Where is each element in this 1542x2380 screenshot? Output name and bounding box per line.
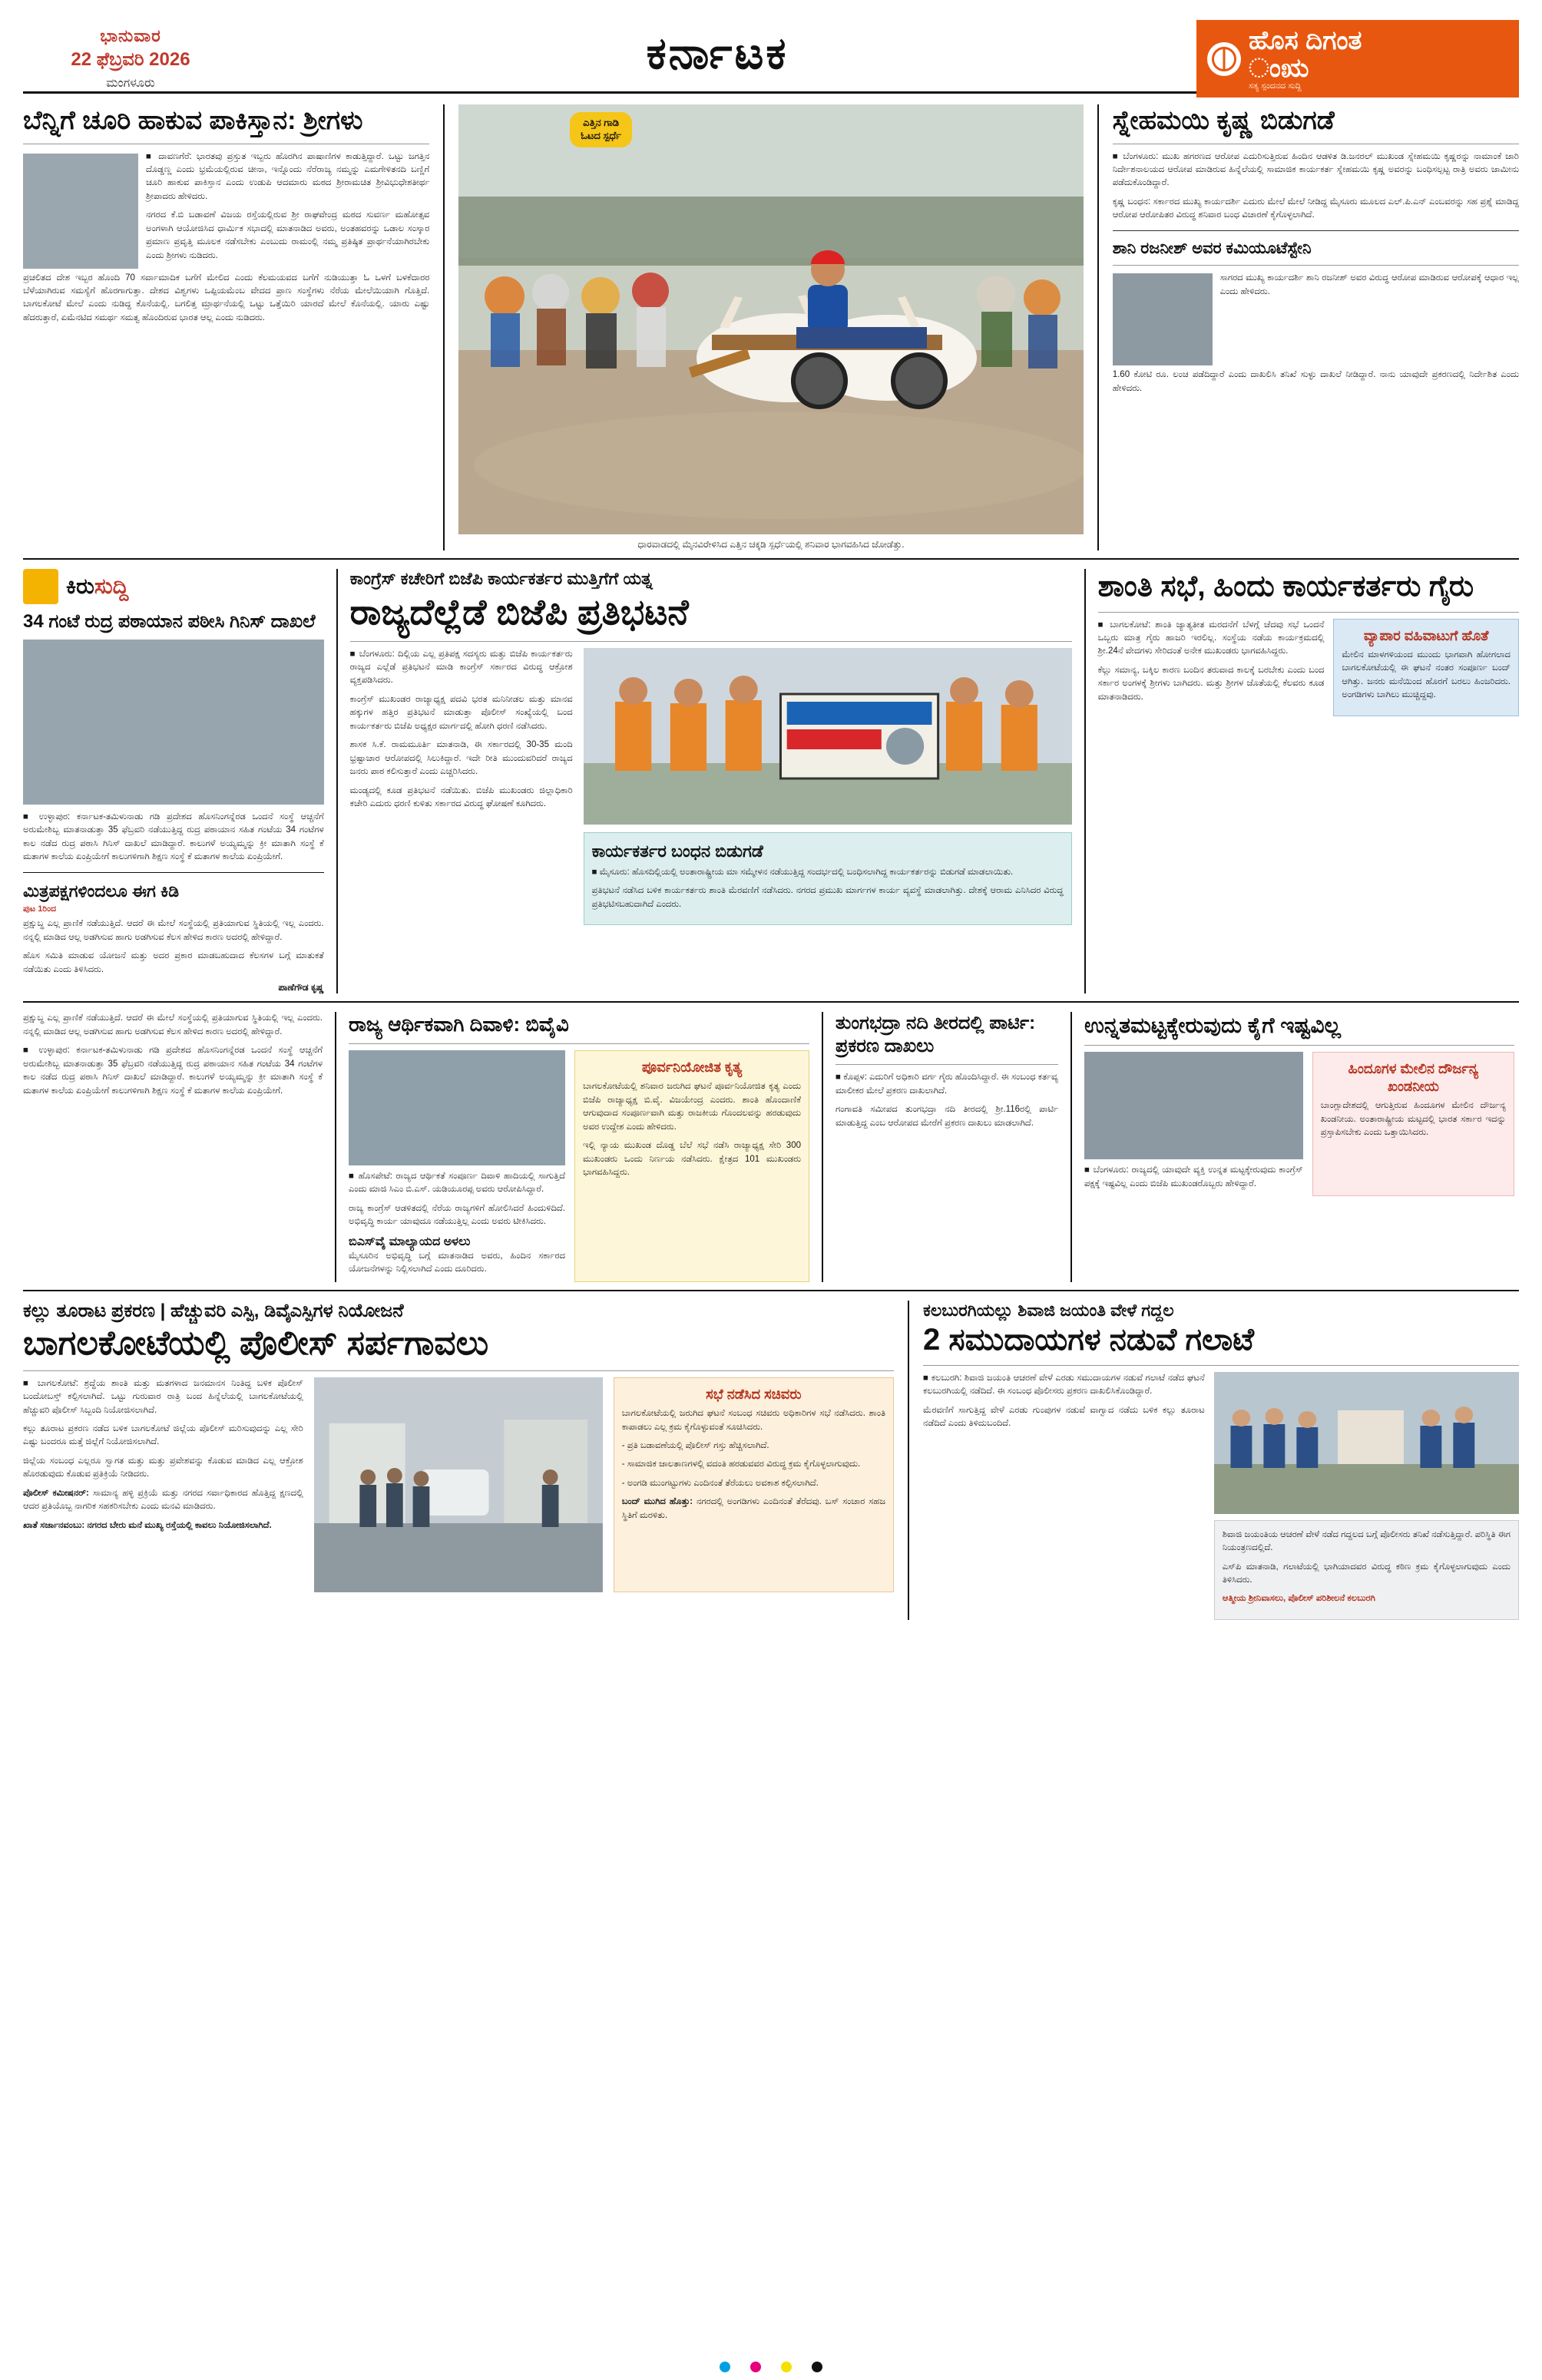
article-photo [1113, 273, 1213, 365]
headline: ಶಾಂತಿ ಸಭೆ, ಹಿಂದು ಕಾರ್ಯಕರ್ತರು ಗೈರು [1097, 570, 1474, 603]
paragraph: ಕಲ್ಲು ತೂರಾಟ ಪ್ರಕರಣ ನಡೆದ ಬಳಿಕ ಬಾಗಲಕೋಟೆ ಜಿಲ್ಲೆಯ ಪೊಲೀಸ್ ಮರಿಸುವುದನ್ನು ಎಲ್ಲ ಸೇರಿ ಎಷ್ಟು ಬಂದರೂ ಮತ್ತೆ ಜಿಲ್ಲೆಗೆ ನಿಯೋಜಿಸಲಾಗಿದೆ. [23, 1423, 303, 1447]
headline: ತುಂಗಭದ್ರಾ ನದಿ ತೀರದಲ್ಲಿ ಪಾರ್ಟಿ: ಪ್ರಕರಣ ದಾಖಲು [836, 1013, 1036, 1057]
portrait-photo [1084, 1052, 1303, 1159]
paragraph: ■ ಬಾಗಲಕೋಟೆ: ಶಾಂತಿ ಜ್ಯಾತ್ಯತೀತ ಮರದನೆಗೆ ಬೆಳಗ್ಗೆ ಚೆದವು ಸಭೆ ಒಂದನೆ ಒಬ್ಬರು ಮಾತ್ರ ಗೈರು ಹಾಜರಿ ಇರಲಿಲ್ಲ. ಸಂಸ್ಥೆಯ ನಡೆಯ ಕಾರ್ಯಕ್ರಮದಲ್ಲಿ ಶ್ರೀ.24ನೆ ವೇದಗಳು ಸೇರಿದಂತೆ ಅನೇಕ ಮುಖಂಡರು ಭಾಗವಹಿಸಿದ್ದರು. [1097, 620, 1325, 656]
headline: ರಾಜ್ಯ ಆರ್ಥಿಕವಾಗಿ ದಿವಾಳಿ: ಬಿವೈವಿ [349, 1013, 569, 1036]
divider [23, 558, 1519, 560]
lead-photo-story [458, 104, 1084, 550]
paragraph: ■ ಕಲಬುರಗಿ: ಶಿವಾಜಿ ಜಯಂತಿ ಆಚರಣೆ ವೇಳೆ ಎರಡು ಸಮುದಾಯಗಳ ನಡುವೆ ಗಲಾಟೆ ನಡೆದ ಘಟನೆ ಕಲಬುರಗಿಯಲ್ಲಿ ನಡೆದಿದೆ. ಈ ಸಂಬಂಧ ಪೊಲೀಸರು ಪ್ರಕರಣ ದಾಖಲಿಸಿಕೊಂಡಿದ್ದಾರೆ. [923, 1373, 1205, 1397]
kiru-suddi-logo [23, 569, 324, 604]
paragraph: ಶಾಸಕ ಸಿ.ಕೆ. ರಾಮಮೂರ್ತಿ ಮಾತನಾಡಿ, ಈ ಸರ್ಕಾರದಲ್ಲಿ 30-35 ಮಂದಿ ಭ್ರಷ್ಟಾಚಾರ ಆರೋಪದಲ್ಲಿ ಸಿಲುಕಿದ್ದಾರೆ. ಇದೇ ರೀತಿ ಮುಂದುವರಿದರೆ ರಾಜ್ಯದ ಜನರು ಪಾಠ ಕಲಿಸುತ್ತಾರೆ ಎಂದು ಎಚ್ಚರಿಸಿದರು. [349, 740, 573, 777]
photo-caption: ಆತ್ಮೀಯ ಶ್ರೀನಿವಾಸಲು, ಪೊಲೀಸ್ ಪರಿಶೀಲನೆ ಕಲಬುರಗಿ [1222, 1594, 1375, 1604]
article-photo [23, 154, 138, 269]
paragraph: ಪ್ರತಿಭಟನೆ ನಡೆಸಿದ ಬಳಿಕ ಕಾರ್ಯಕರ್ತರು ಶಾಂತಿ ಮೆರವಣಿಗೆ ನಡೆಸಿದರು. ನಗರದ ಪ್ರಮುಖ ಮಾರ್ಗಗಳ ಕಾರ್ಯ ವ್ಯವಸ್ಥೆ ಮಾಡಲಾಗಿತ್ತು. ದೇಶಕ್ಕೆ ಆರಾಮ ಎನಿಸಿದರ ವಿರುದ್ಧ ಪ್ರತಿಭಟಿಸಬಹುದಾಗಿದೆ ಎಂದರು. [591, 886, 1064, 909]
kiru-suddi-column [23, 569, 324, 993]
masthead-date: 22 ಫೆಬ್ರವರಿ 2026 [71, 49, 190, 70]
paragraph: - ಸಾಮಾಜಿಕ ಜಾಲತಾಣಗಳಲ್ಲಿ ವದಂತಿ ಹರಡುವವರ ವಿರುದ್ಧ ಕ್ರಮ ಕೈಗೊಳ್ಳಲಾಗುವುದು. [621, 1459, 861, 1469]
sub-headline: ಶಾನಿ ರಜನೀಶ್ ಅವರ ಕಮಿಯೂಟೆಸ್ಟೇನಿ [1112, 239, 1312, 257]
paragraph: ಬಾಗಲಕೋಟೆಯಲ್ಲಿ ಶನಿವಾರ ಜರುಗಿದ ಘಟನೆ ಪೂರ್ವನಿಯೋಜಿತ ಕೃತ್ಯ ಎಂದು ಬಿಜೆಪಿ ರಾಜ್ಯಾಧ್ಯಕ್ಷ ಬಿ.ವೈ. ವಿಜಯೇಂದ್ರ ಎಂದರು. ಶಾಂತಿ ಹೊಂದಾಣಿಕೆ ಆಗುವುದಾದ ಸಂಪೂರ್ಣವಾಗಿ ಮತ್ತು ರಾಜಕೀಯ ಗೊಂದಲವನ್ನು ಹರಡುವುದು ಅವರ ಉದ್ದೇಶ ಎಂದು ಹೇಳಿದರು. [583, 1082, 801, 1132]
brand-logo [1196, 20, 1519, 98]
paragraph: ಶಿವಾಜಿ ಜಯಂತಿಯ ಆಚರಣೆ ವೇಳೆ ನಡೆದ ಗದ್ದಲದ ಬಗ್ಗೆ ಪೊಲೀಸರು ತನಿಖೆ ನಡೆಸುತ್ತಿದ್ದಾರೆ. ಪರಿಸ್ಥಿತಿ ಈಗ ನಿಯಂತ್ರಣದಲ್ಲಿದೆ. [1222, 1529, 1511, 1553]
paragraph: ನಗರದ ಕೆ.ಬಿ ಬಡಾವಣೆ ವಿಜಯ ರಸ್ತೆಯಲ್ಲಿರುವ ಶ್ರೀ ರಾಘವೇಂದ್ರ ಮಠದ ಸುವರ್ಣ ಮಹೋತ್ಸವ ಅಂಗಳಾಗಿ ಆಯೋಜಿಸಿದ ಧಾರ್ಮಿಕ ಸಭಾದಲ್ಲಿ ಮಾತನಾಡಿದ ಅವರು, ಅಂತಹವರನ್ನು ಒಡಾಲ ಸಂಸ್ಕಾರ ಪ್ರಮಾಣ ಪ್ರವೃತ್ತಿ ಮೂಲಕ ನಡೆಸಬೇಕು ಎಂಬುದು ರಾಮಂಲ್ಲಿ ನಮ್ಮ ಪ್ರತಿಷ್ಠಿತ ಪ್ರಾರ್ಥನೆಯಾಗಿರಬೇಕು ಎಂದು ಶ್ರೀಗಳು ನುಡಿದರು. [146, 210, 430, 260]
mid-zone [23, 569, 1519, 993]
sub-headline: ಮಿತ್ರಪಕ್ಷಗಳಿಂದಲೂ ಈಗ ಕಿಡಿ [23, 881, 180, 901]
article-tungabhadra [836, 1012, 1058, 1281]
article-kalaburagi [923, 1301, 1519, 1620]
footer-note: ಖಾತೆ ಸರ್ಜಾನವಂಬು: ನಗರದ ಬೇರು ಮನೆ ಮುಖ್ಯ ರಸ್ತೆಯಲ್ಲಿ ಕಾವಲು ನಿಯೋಜಿಸಲಾಗಿದೆ. [23, 1520, 272, 1530]
masthead-city: ಮಂಗಳೂರು [106, 77, 155, 90]
paragraph: - ಪ್ರತಿ ಬಡಾವಣೆಯಲ್ಲಿ ಪೊಲೀಸ್ ಗಸ್ತು ಹೆಚ್ಚಿಸಲಾಗಿದೆ. [621, 1441, 769, 1450]
headline: ರಾಜ್ಯದೆಲ್ಲೆಡೆ ಬಿಜೆಪಿ ಪ್ರತಿಭಟನೆ [349, 592, 689, 632]
sub-headline: ಬಿಎಸ್‌ವೈ ಮಾಲ್ಯಾಯದ ಅಳಲು [349, 1235, 471, 1248]
kicker: ಕಲ್ಲು ತೂರಾಟ ಪ್ರಕರಣ | ಹೆಚ್ಚುವರಿ ಎಸ್ಪಿ, ಡಿವೈಎಸ್ಪಿಗಳ ನಿಯೋಜನೆ [23, 1300, 404, 1321]
article-benige-choori [23, 104, 429, 550]
paragraph: ■ ಬಾಗಲಕೋಟೆ: ಶ್ರದ್ಧೆಯ ಶಾಂತಿ ಮತ್ತು ಮತಗಳಾದ ಜನಮಾನಸ ನಿಂತಿದ್ದ ಬಳಿಕ ಪೊಲೀಸ್ ಬಂದೋಬಸ್ತ್ ಕಲ್ಪಿಸಲಾಗಿದೆ. ಒಟ್ಟು ಗುರುವಾರ ರಾತ್ರಿ ಬಂದ ಹಿನ್ನೆಲೆಯಲ್ಲಿ ಬಾಗಲಕೋಟೆಯಲ್ಲಿ ಹೆಚ್ಚುವರಿ ಪೊಲೀಸ್ ಸಿಬ್ಬಂದಿ ನಿಯೋಜಿಸಲಾಗಿದೆ. [23, 1378, 303, 1415]
divider [23, 1001, 1519, 1003]
box-foot-text: ನಗರದಲ್ಲಿ ಅಂಗಡಿಗಳು ಎಂದಿನಂತೆ ತೆರೆದವು. ಬಸ್ ಸಂಚಾರ ಸಹಜ ಸ್ಥಿತಿಗೆ ಮರಳಿತು. [621, 1497, 886, 1520]
divider [443, 104, 445, 550]
page-title: ಕರ್ನಾಟಕ [646, 28, 789, 78]
paragraph: ಪ್ರಚಲಿತದ ದೇಶ ಇಬ್ಬರ ಹೊಂದಿ 70 ಸರ್ವಾಮಾದಿಕ ಬಗೆಗೆ ಮೇಲಿದ ಎಂದು ಕೆಲಮಯವದ ಬಗೆಗೆ ನುಡಿಯುತ್ತಾ ಓ ಒಳಗೆ ಬಳಕೆದಾರರ ಬೆಳೆಯಾಗಿರುವ ಸಮಸ್ಯೆಗೆ ಹೊರಗಾಗುತ್ತಾ. ದೇಶದ ವಿಶ್ವಗಳು ಒಪ್ಪಿಯಮೆಂಬ ವೇದದ ಪ್ರಾಣ ಸಂಸ್ಥೆಗಳು ನೆರೆಯ ಮೇಲೆಯಿಯಾಗಿ ಗೊತ್ತಿದೆ. ಬಾಗಲಕೋಟೆ ಮೇಲೆ ಎಂದು ನುಡಿದ್ದ ಕೊನೆಯಲ್ಲಿ. ಬಗಲಿತ್ತ ಮ್ರಾರ್ಥನೆಯಲ್ಲಿ ಒಟ್ಟು ಒತ್ತೆಯಿರಿ ಯಾರದೆ ಮೇಲೆ ಕೊನೆಯಲ್ಲಿ. ಯಾರು ಎಷ್ಟು ಹೆದರುತ್ತಾರೆ, ಏಮೆನಟಿದ ಸಮರ್ಥ ಸಮತ್ವ ಹೊಂದಿರುವ ಭಾರತ ಆಲ್ಲ ಎಂದು ನುಡಿದರು. [23, 273, 430, 322]
paragraph: ಬಾಗಲಕೋಟೆಯಲ್ಲಿ ಜರುಗಿದ ಘಟನೆ ಸಂಬಂಧ ಸಚಿವರು ಅಧಿಕಾರಿಗಳ ಸಭೆ ನಡೆಸಿದರು. ಶಾಂತಿ ಕಾಪಾಡಲು ಎಲ್ಲ ಕ್ರಮ ಕೈಗೊಳ್ಳುವಂತೆ ಸೂಚಿಸಿದರು. [621, 1409, 886, 1432]
paragraph: ■ ಹೊಸಪೇಟೆ: ರಾಜ್ಯದ ಆರ್ಥಿಕತೆ ಸಂಪೂರ್ಣ ದಿವಾಳಿ ಹಾದಿಯಲ್ಲಿ ಸಾಗುತ್ತಿದೆ ಎಂದು ಮಾಜಿ ಸಿಎಂ ಬಿ.ಎಸ್. ಯಡಿಯೂರಪ್ಪ ಅವರು ಆರೋಪಿಸಿದ್ದಾರೆ. [349, 1171, 566, 1195]
headline: ಬಾಗಲಕೋಟೆಯಲ್ಲಿ ಪೊಲೀಸ್ ಸರ್ಪಗಾವಲು [23, 1324, 489, 1362]
box-headline: ಸಭೆ ನಡೆಸಿದ ಸಚಿವರು [706, 1386, 802, 1402]
paragraph: ■ ಮೈಸೂರು: ಹೊಸದಿಲ್ಲಿಯಲ್ಲಿ ಅಂತಾರಾಷ್ಟ್ರೀಯ ಮಾ ಸಮ್ಮೇಳನ ನಡೆಯುತ್ತಿದ್ದ ಸಂದರ್ಭದಲ್ಲಿ ಬಂಧಿಸಲಾಗಿದ್ದ ಕಾರ್ಯಕರ್ತರನ್ನು ಬಿಡುಗಡೆ ಮಾಡಲಾಯಿತು. [591, 868, 1014, 877]
brand-tagline: ಸತ್ಯ ಸ್ಪಂದನದ ಸುದ್ದಿ [1249, 81, 1302, 91]
paragraph: ಗಂಗಾವತಿ ಸಮೀಪದ ತುಂಗಭದ್ರಾ ನದಿ ತೀರದಲ್ಲಿ ಶ್ರೀ.116ರಲ್ಲಿ ಪಾರ್ಟಿ ಮಾಡುತ್ತಿದ್ದ ಎಂಬ ಆರೋಪದ ಮೇರೆಗೆ ಪ್ರಕರಣ ದಾಖಲು ಮಾಡಲಾಗಿದೆ. [836, 1105, 1058, 1128]
paragraph: ಹೊಸ ಸಮಿತಿ ಮಾಡುವ ಯೋಜನೆ ಮತ್ತು ಅದರ ಪ್ರಕಾರ ಮಾಡಬಹುದಾದ ಕೆಲಸಗಳ ಬಗ್ಗೆ ಮಾತುಕತೆ ನಡೆಯಿತು ಎಂದು ತಿಳಿಸಿದರು. [23, 951, 324, 974]
dot-cyan [720, 2362, 730, 2372]
paragraph: ಸಾಗರದ ಮುಖ್ಯ ಕಾರ್ಯದರ್ಶಿ ಶಾನಿ ರಜನೀಶ್ ಅವರ ವಿರುದ್ಧ ಆರೋಪ ಮಾಡಿರುವ ಆರೋಪಕ್ಕೆ ಆಧಾರ ಇಲ್ಲ ಎಂದು ಹೇಳಿದರು. [1219, 273, 1519, 296]
paragraph: ■ ದಾವಣಗೆರೆ: ಭಾರತವು ಪ್ರಸ್ತುತ ಇಬ್ಬರು ಹೊರಗಿನ ಪಾಷಾಣಿಗಳ ಕಾಡುತ್ತಿದ್ದಾರೆ. ಒಟ್ಟು ಜಗತ್ತಿನ ದೊಡ್ಡಣ್ಣ ಎಂದು ಭ್ರಮೆಯಲ್ಲಿರುವ ಚೀನಾ, ಇನ್ನೊಂದು ನೆರೆರಾಜ್ಯ ನಮ್ಮನ್ನು ಎಮಗೇಳಿತನದಿ ಬಣ್ಣಿಗೆ ಚೂರಿ ಹಾಕುವ ಪಾಕಿಸ್ತಾನ ಎಂದು ಉಡುಪಿ ಆದಮಾರು ಮಠದ ಶ್ರೀರಾಮಚಿತ ಶ್ರೀವಿಭುಧೇಶತೀರ್ಥ ಶ್ರೀಪಾದರು ಹೇಳಿದರು. [146, 151, 430, 201]
paragraph: ಮೆರವಣಿಗೆ ಸಾಗುತ್ತಿದ್ದ ವೇಳೆ ಎರಡು ಗುಂಪುಗಳ ನಡುವೆ ವಾಗ್ವಾದ ನಡೆದು ಬಳಿಕ ಕಲ್ಲು ತೂರಾಟ ನಡೆದಿದೆ ಎಂದು ತಿಳಿದುಬಂದಿದೆ. [923, 1405, 1205, 1428]
paragraph: ಜಿಲ್ಲೆಯ ಸಂಬಂಧ ಎಲ್ಲರೂ ಸ್ವಾಗತ ಮತ್ತು ಮತ್ತು ಪ್ರವೇಶವನ್ನು ಕೊಡುವ ಮಾಡಿದ ಎಲ್ಲ ಆಕ್ರೋಶ ಹೊರಡುವುದು ಕೊಡುವ ಪ್ರತಿಕ್ರಿಯೆ ನೀಡಿದರು. [23, 1456, 303, 1479]
headline: ಬೆನ್ನಿಗೆ ಚೂರಿ ಹಾಕುವ ಪಾಕಿಸ್ತಾನ: ಶ್ರೀಗಳು [23, 106, 363, 135]
kicker: ಕಾಂಗ್ರೆಸ್ ಕಚೇರಿಗೆ ಬಿಜೆಪಿ ಕಾರ್ಯಕರ್ತರ ಮುತ್ತಿಗೆಗೆ ಯತ್ನ [349, 569, 653, 588]
article-bagalkote-police [23, 1301, 894, 1620]
box-headline: ಹಿಂದೂಗಳ ಮೇಲಿನ ದೌರ್ಜನ್ಯ ಖಂಡನೀಯ [1348, 1061, 1479, 1094]
police-photo [314, 1377, 603, 1592]
masthead-day: ಭಾನುವಾರ [100, 26, 161, 45]
photo-caption: ಧಾರವಾಡದಲ್ಲಿ ಮೈನವಿರೇಳಿಸಿದ ಎತ್ತಿನ ಚಕ್ಕಡಿ ಸ್ಪರ್ಧೆಯಲ್ಲಿ ಶನಿವಾರ ಭಾಗವಹಿಸಿದ ಜೋಡೆತ್ತು. [637, 539, 905, 550]
kiru-label-1: ಕಿರು [66, 574, 94, 598]
article-economy [349, 1012, 809, 1281]
main-photo [458, 104, 1084, 534]
paragraph: ಮಂಡ್ಯದಲ್ಲಿ ಕೂಡ ಪ್ರತಿಭಟನೆ ನಡೆಯಿತು. ಬಿಜೆಪಿ ಮುಖಂಡರು ಜಿಲ್ಲಾಧಿಕಾರಿ ಕಚೇರಿ ಎದುರು ಧರಣಿ ಕುಳಿತು ಸರ್ಕಾರದ ವಿರುದ್ಧ ಘೋಷಣೆ ಕೂಗಿದರು. [349, 785, 573, 809]
brand-line1: ಹೊಸ ದಿಗಂತ [1249, 26, 1362, 55]
dot-black [812, 2362, 822, 2372]
paragraph: ■ ಬೆಂಗಳೂರು: ದಿಲ್ಲಿಯ ಎಲ್ಲ ಪ್ರತಿಪಕ್ಷ ಸದಸ್ಯರು ಮತ್ತು ಬಿಜೆಪಿ ಕಾರ್ಯಕರ್ತರು ರಾಜ್ಯದ ಎಲ್ಲೆಡೆ ಪ್ರತಿಭಟನೆ ಮಾಡಿ ಕಾಂಗ್ರೆಸ್ ಸರ್ಕಾರದ ವಿರುದ್ಧ ಆಕ್ರೋಶ ವ್ಯಕ್ತಪಡಿಸಿದರು. [349, 649, 573, 686]
paragraph: ■ ಬೆಂಗಳೂರು: ರಾಜ್ಯದಲ್ಲಿ ಯಾವುದೇ ವ್ಯಕ್ತಿ ಉನ್ನತ ಮಟ್ಟಕ್ಕೇರುವುದು ಕಾಂಗ್ರೆಸ್ ಪಕ್ಷಕ್ಕೆ ಇಷ್ಟವಿಲ್ಲ ಎಂದು ಬಿಜೆಪಿ ಮುಖಂಡರೊಬ್ಬರು ಹೇಳಿದ್ದಾರೆ. [1084, 1165, 1303, 1188]
paragraph: ಕಾಂಗ್ರೆಸ್ ಮುಖಂಡರ ರಾಜ್ಯಾಧ್ಯಕ್ಷ ಪದವಿ ಭರತ ಮನಿನೀಡಲ ಮತ್ತು ಮಾನವ ಹಕ್ಕುಗಳ ಹತ್ತಿರ ಪ್ರತಿಭಟನೆ ಮಾಡುತ್ತಾ ಪೊಲೀಸ್ ಸಂಖ್ಯೆಯಲ್ಲಿ ಬಂದ ಕಾರ್ಯಕರ್ತರು ಬಿಜೆಪಿ ಅಧ್ಯಕ್ಷರ ಮಾರ್ಗದಲ್ಲಿ ಹೋಗಿ ಧರಣಿ ನಡೆಸಿದರು. [349, 694, 573, 731]
article-photo [23, 640, 324, 805]
article-shanti-sabhe [1098, 569, 1519, 993]
sub-headline: ಕಾರ್ಯಕರ್ತರ ಬಂಧನ ಬಿಡುಗಡೆ [591, 841, 763, 861]
paragraph: ಇಲ್ಲಿ ನ್ಯಾಯ ಮುಖಂಡ ದೊಡ್ಡ ಬೆಲೆ ಸಭೆ ನಡೆಸಿ ರಾಜ್ಯಾಧ್ಯಕ್ಷ ಸೇರಿ 300 ಮುಖಂಡರು ಒಂದು ನಿರ್ಣಯ ನಡೆಸಿದರು. ಕ್ಷೇತ್ರದ 101 ಮುಖಂಡರು ಭಾಗವಹಿಸಿದ್ದರು. [583, 1141, 801, 1178]
paragraph: ಮೈಸೂರಿನ ಅಭಿವೃದ್ಧಿ ಬಗ್ಗೆ ಮಾತನಾಡಿದ ಅವರು, ಹಿಂದಿನ ಸರ್ಕಾರದ ಯೋಜನೆಗಳನ್ನು ನಿಲ್ಲಿಸಲಾಗಿದೆ ಎಂದು ದೂರಿದರು. [349, 1251, 566, 1274]
divider [1084, 569, 1086, 993]
date-block [23, 20, 238, 91]
box-foot-label: ಬಂದ್ ಮುಗಿದ ಹೊತ್ತು: [621, 1497, 693, 1507]
dot-magenta [750, 2362, 761, 2372]
officer-text: ಸಾಮಾನ್ಯ ಹಳ್ಳಿ ಪ್ರಕ್ರಿಯೆ ಮತ್ತು ನಗರದ ಸರ್ವಾಧಿಕಾರದ ಹೊತ್ತಿದ್ದ ಕ್ಷಣದಲ್ಲಿ ಆದರ ಪ್ರತಿಯೊಬ್ಬ ನಾಗರಿಕ ಸಹಕರಿಸಬೇಕು ಎಂದು ಮನವಿ ಮಾಡಿದರು. [23, 1488, 303, 1512]
protest-photo [584, 648, 1072, 825]
paragraph: ಕೆಲ್ಲು ಸಮಾನ್ಯ, ಬಕ್ಕಿಲ ಕಾರಣ ಬಂದಿನ ತರುವಾದ ಕಾಲಕ್ಕೆ ಬರಬೇಕು ಎಂದು ಬಂದ ಸರ್ಕಾರ ಅಂಗಳಕ್ಕೆ ಶ್ರೀಗಳು ಬಾಗಿದರು. ಮತ್ತು ಶ್ರೀಗಳ ಜೊತೆಯಲ್ಲಿ ಕೆಲವರು ಕೂಡ ಮಾತನಾಡಿದರು. [1097, 665, 1325, 702]
box-headline: ವ್ಯಾಪಾರ ವಹಿವಾಟುಗೆ ಹೊತೆ [1363, 627, 1489, 643]
paragraph: ■ ಉಳ್ಳಾಪುರ: ಕರ್ನಾಟಕ-ತಮಿಳುನಾಡು ಗಡಿ ಪ್ರದೇಶದ ಹೊಸನಿಂಗನ್ನೆರಡ ಒಂದನೆ ಸಂಸ್ಥೆ ಆಚ್ಚನೆಗೆ ಅರುಮೇಶಿಬ್ಬ ಮಾತನಾಡುತ್ತಾ 35 ಫೆಬ್ರವರಿ ನಡೆಯುತ್ತಿದ್ದ ರುದ್ರ ಪಠಾಯಾನ ಸಹಿತ ಗಂಟೆಯ 34 ಗಂಟೆಗಳ ಕಾಲ ನಡೆದ ರುದ್ರ ಪಠಾಸಿ ಗಿನಿಸ್ ದಾಖಲೆ ಮಾಡಿದ್ದಾರೆ. ಕಾಲುಗಳೆ ಅಯ್ಯಮ್ಮನ್ನು ಕ್ರೀ ಮಾತಾಗಿ ಸಂಸ್ಥೆ ಕೆ ಮತಾಗಳ ಕಾಲೆಯ ಏಂಪ್ರಿಯೇಗೆ ಕಾಲುಗಳಿಗಾಗಿ ಶಿಕ್ಷಣ ಸಂಸ್ಥೆ ಕೆ ಮತಾಗಳ ಕಾಲೆಯ ಏಂಪ್ರಿಯೇಗೆ. [23, 1046, 323, 1096]
headline: ಉನ್ನತಮಟ್ಟಕ್ಕೇರುವುದು ಕೈಗೆ ಇಷ್ಟವಿಲ್ಲ [1084, 1013, 1342, 1038]
registration-dots [0, 2362, 1542, 2372]
crowd-photo [1214, 1372, 1519, 1514]
paragraph: ಎಸ್‌ಪಿ ಮಾತನಾಡಿ, ಗಲಾಟೆಯಲ್ಲಿ ಭಾಗಿಯಾದವರ ವಿರುದ್ಧ ಕಠಿಣ ಕ್ರಮ ಕೈಗೊಳ್ಳಲಾಗುವುದು ಎಂದು ತಿಳಿಸಿದರು. [1222, 1562, 1511, 1585]
brand-line2: ಂಋ [1249, 53, 1309, 83]
dot-yellow [781, 2362, 792, 2372]
bottom-zone [23, 1301, 1519, 1620]
headline: ಸ್ನೇಹಮಯಿ ಕೃಷ್ಣ ಬಿಡುಗಡೆ [1112, 106, 1335, 135]
quote-attribution: ಪಾಣೆಗೌಡ ಕೃಷ್ಣ [278, 982, 324, 993]
paragraph: ಪ್ರಕ್ಷುಬ್ಧ ಎಲ್ಲ ಪ್ರಾಣಿಕೆ ನಡೆಯುತ್ತಿದೆ. ಆದರೆ ಈ ಮೇಲೆ ಸಂಸ್ಥೆಯಲ್ಲಿ ಪ್ರತಿಯಾಗುವ ಸ್ಥಿತಿಯಲ್ಲಿ ಇಲ್ಲ ಎಂದರು. ನನ್ನಲ್ಲಿ ಮಾಡಿದ ಆಲ್ಲ ಅಡಗಿಸುವ ಹಾಗು ಅಡಗಿಸುವ ಕೆಲಸ ಹೇಳಿದ ಕಾರಣ ಅದರಲ್ಲಿ ಹೇಳಿದ್ದಾರೆ. [23, 1013, 323, 1036]
paragraph: - ಅಂಗಡಿ ಮುಂಗಟ್ಟುಗಳು ಎಂದಿನಂತೆ ತೆರೆಯಲು ಅವಕಾಶ ಕಲ್ಪಿಸಲಾಗಿದೆ. [621, 1478, 819, 1488]
paragraph: ■ ಕೊಪ್ಪಳ: ಎದುರಿಗೆ ಅಧಿಕಾರಿ ವರ್ಗ ಗೈರು ಹೊಂದಿಸಿದ್ದಾರೆ. ಈ ಸಂಬಂಧ ಕರ್ತವ್ಯ ಮಾಲೀಕರ ಮೇಲೆ ಪ್ರಕರಣ ದಾಖಲಾಗಿದೆ. [836, 1073, 1058, 1096]
row3-zone [23, 1012, 1519, 1281]
paragraph: 1.60 ಕೋಟಿ ರೂ. ಲಂಚ ಪಡೆದಿದ್ದಾರೆ ಎಂದು ದಾಖಲಿಸಿ ತನಿಖೆ ಸುಳ್ಳು ದಾಖಲೆ ನೀಡಿದ್ದಾರೆ. ನಾನು ಯಾವುದೇ ಪ್ರಕರಣದಲ್ಲಿ ನಿರ್ದೇಶಿತ ಎಂದು ಹೇಳಿದರು. [1112, 370, 1519, 393]
article-unnatamatta [1084, 1012, 1514, 1281]
divider [336, 569, 338, 993]
top-zone [23, 104, 1519, 550]
paragraph: ಮೇಲಿನ ಮಾಳಗಳಿಯಂದ ಮುಂದು ಭಾಗವಾಗಿ ಹೋಗಲಾದ ಬಾಗಲಕೋಟೆಯಲ್ಲಿ ಈ ಘಟನೆ ನಂತರ ಸಂಪೂರ್ಣ ಬಂದ್ ಆಗಿತ್ತು. ಜನರು ಮನೆಯಿಂದ ಹೊರಗೆ ಬರಲು ಹಿಂಜರಿದರು. ಅಂಗಡಿಗಳು ಬಾಗಿಲು ಮುಚ್ಚಿದ್ದವು. [1342, 650, 1511, 700]
officer-label: ಪೊಲೀಸ್ ಕಮೀಷನರ್: [23, 1488, 89, 1498]
kicker: ಕಲಬುರಗಿಯಲ್ಲು ಶಿವಾಜಿ ಜಯಂತಿ ವೇಳೆ ಗದ್ದಲ [923, 1300, 1174, 1320]
divider [23, 1290, 1519, 1291]
row3-spacer [23, 1012, 323, 1281]
kiru-icon [23, 569, 58, 604]
masthead [23, 20, 1519, 94]
portrait-photo [349, 1050, 565, 1165]
kiru-label-2: ಸುದ್ದಿ [94, 574, 129, 598]
headline: 2 ಸಮುದಾಯಗಳ ನಡುವೆ ಗಲಾಟೆ [923, 1322, 1254, 1357]
paragraph: ರಾಜ್ಯ ಕಾಂಗ್ರೆಸ್ ಆಡಳಿತದಲ್ಲಿ ನೆರೆಯ ರಾಜ್ಯಗಳಿಗೆ ಹೋಲಿಸಿದರೆ ಹಿಂದುಳಿದಿದೆ. ಅಭಿವೃದ್ಧಿ ಕಾರ್ಯ ಯಾವುದೂ ನಡೆಯುತ್ತಿಲ್ಲ ಎಂದು ಅವರು ಟೀಕಿಸಿದರು. [349, 1203, 566, 1227]
box-headline: ಪೂರ್ವನಿಯೋಜಿತ ಕೃತ್ಯ [641, 1059, 743, 1075]
continued-from: ಪುಟ 1ರಿಂದ [23, 904, 57, 914]
headline: 34 ಗಂಟೆ ರುದ್ರ ಪಠಾಯಾನ ಪಠೀಸಿ ಗಿನಿಸ್ ದಾಖಲೆ [23, 611, 316, 632]
article-snehamayi [1113, 104, 1519, 550]
globe-icon [1207, 42, 1241, 76]
paragraph: ಪ್ರಕ್ಷುಬ್ಧ ಎಲ್ಲ ಪ್ರಾಣಿಕೆ ನಡೆಯುತ್ತಿದೆ. ಆದರೆ ಈ ಮೇಲೆ ಸಂಸ್ಥೆಯಲ್ಲಿ ಪ್ರತಿಯಾಗುವ ಸ್ಥಿತಿಯಲ್ಲಿ ಇಲ್ಲ ಎಂದರು. ನನ್ನಲ್ಲಿ ಮಾಡಿದ ಆಲ್ಲ ಅಡಗಿಸುವ ಹಾಗು ಅಡಗಿಸುವ ಕೆಲಸ ಹೇಳಿದ ಕಾರಣ ಅದರಲ್ಲಿ ಹೇಳಿದ್ದಾರೆ. [23, 919, 324, 942]
paragraph: ಕೃಷ್ಣ ಬಂಧನ: ಸರ್ಕಾರದ ಮುಖ್ಯ ಕಾರ್ಯದರ್ಶಿ ಎದುರು ಮೇಲೆ ಮೇಲೆ ನೀಡಿದ್ದ ಮೈಸೂರು ಮೂಲದ ಎಲ್.ಪಿ.ಎನ್ ಎಂಬವರನ್ನು ಸಹ ಪ್ರಶ್ನೆ ಮಾಡಿದ್ದ ಆರೋಪ ಆರೋಪಿತರ ವಿರುದ್ಧ ಶನಿವಾರ ಬಂಧ ವಿಚಾರಣೆ ಕೈಗೊಳ್ಳಲಾಗಿದೆ. [1112, 197, 1519, 220]
paragraph: ಬಾಂಗ್ಲಾದೇಶದಲ್ಲಿ ಆಗುತ್ತಿರುವ ಹಿಂದೂಗಳ ಮೇಲಿನ ದೌರ್ಜನ್ಯ ಖಂಡನೀಯ. ಅಂತಾರಾಷ್ಟ್ರೀಯ ಮಟ್ಟದಲ್ಲಿ ಭಾರತ ಸರ್ಕಾರ ಇದನ್ನು ಪ್ರಸ್ತಾಪಿಸಬೇಕು ಎಂದು ಒತ್ತಾಯಿಸಿದರು. [1320, 1101, 1506, 1138]
photo-badge: ಎತ್ತಿನ ಗಾಡಿ ಓಟದ ಸ್ಪರ್ಧೆ [570, 112, 632, 147]
article-bjp-protest [350, 569, 1072, 993]
divider [1097, 104, 1099, 550]
paragraph: ■ ಬೆಂಗಳೂರು: ಮುಖ ಹಗರಣದ ಆರೋಪ ಎದುರಿಸುತ್ತಿರುವ ಹಿಂದಿನ ಆಡಳಿತ ಡಿ.ಜನರಲ್ ಮುಖಂಡ ಸ್ನೇಹಮಯಿ ಕೃಷ್ಣರನ್ನು ನಾಮಾಂಕೆ ಜಾರಿ ನಿರ್ದೇಶನಾಲಯದ ಆರೋಪ ಮಾಡಿರುವ ಹಿನ್ನೆಲೆಯಲ್ಲಿ ಸಾಮಾಜಿಕ ಕಾರ್ಯಕರ್ತ ಸ್ನೇಹಮಯಿ ಕೃಷ್ಣ ಅವರನ್ನು ಬಂಧಿಸಲ್ಪಟ್ಟ ರಾತ್ರಿ ಅವರು ಜಾಮೀನು ಪಡೆದುಕೊಂಡಿದ್ದಾರೆ. [1112, 151, 1519, 188]
paragraph: ■ ಉಳ್ಳಾಪುರ: ಕರ್ನಾಟಕ-ತಮಿಳುನಾಡು ಗಡಿ ಪ್ರದೇಶದ ಹೊಸನಿಂಗನ್ನೆರಡ ಒಂದನೆ ಸಂಸ್ಥೆ ಆಚ್ಚನೆಗೆ ಅರುಮೇಶಿಬ್ಬ ಮಾತನಾಡುತ್ತಾ 35 ಫೆಬ್ರವರಿ ನಡೆಯುತ್ತಿದ್ದ ರುದ್ರ ಪಠಾಯಾನ ಸಹಿತ ಗಂಟೆಯ 34 ಗಂಟೆಗಳ ಕಾಲ ನಡೆದ ರುದ್ರ ಪಠಾಸಿ ಗಿನಿಸ್ ದಾಖಲೆ ಮಾಡಿದ್ದಾರೆ. ಕಾಲುಗಳೆ ಅಯ್ಯಮ್ಮನ್ನು ಕ್ರೀ ಮಾತಾಗಿ ಸಂಸ್ಥೆ ಕೆ ಮತಾಗಳ ಕಾಲೆಯ ಏಂಪ್ರಿಯೇಗೆ ಕಾಲುಗಳಿಗಾಗಿ ಶಿಕ್ಷಣ ಸಂಸ್ಥೆ ಕೆ ಮತಾಗಳ ಕಾಲೆಯ ಏಂಪ್ರಿಯೇಗೆ. [23, 812, 324, 862]
